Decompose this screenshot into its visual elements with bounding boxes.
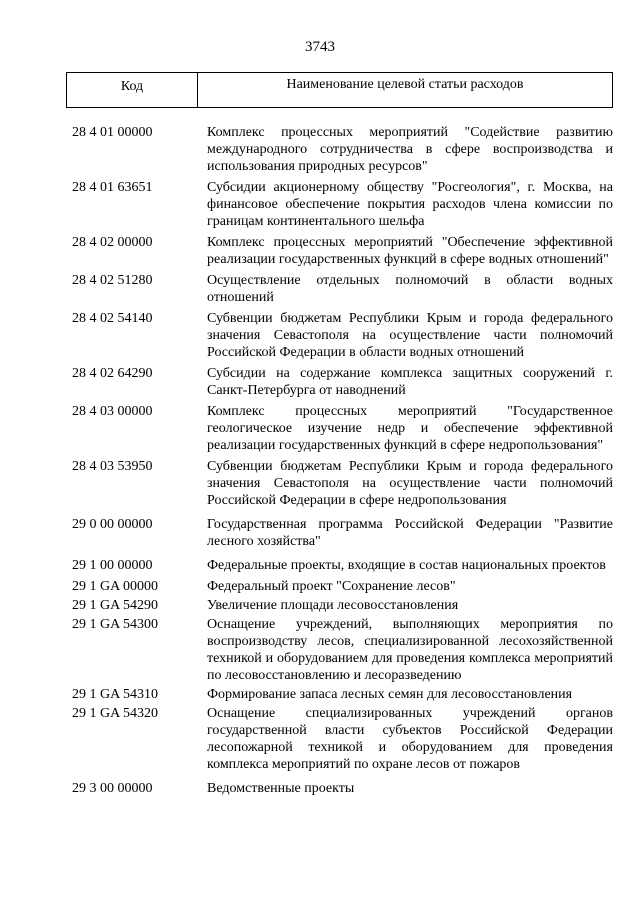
table-row [0, 557, 640, 574]
row-code: 28 4 02 51280 [72, 273, 153, 288]
row-code: 28 4 01 63651 [72, 180, 153, 195]
row-description: Оснащение специализированных учреждений органов государственной власти субъектов Российской Федерации лесопожарной техникой и оборудованием для проведения комплекса мероприятий по охране лесов от пожаров [207, 706, 613, 772]
table-row [0, 403, 640, 454]
row-description: Увеличение площади лесовосстановления [207, 598, 459, 613]
row-code: 29 1 GA 54290 [72, 598, 158, 613]
row-code: 28 4 02 64290 [72, 366, 153, 381]
row-description: Федеральный проект "Сохранение лесов" [207, 579, 456, 594]
table-row [0, 124, 640, 175]
row-description: Осуществление отдельных полномочий в области водных отношений [207, 273, 613, 305]
table-row [0, 616, 640, 684]
table-row [0, 686, 640, 703]
row-code: 29 1 GA 00000 [72, 579, 158, 594]
row-description: Субсидии на содержание комплекса защитных сооружений г. Санкт-Петербурга от наводнений [207, 366, 613, 398]
row-code: 29 0 00 00000 [72, 517, 153, 532]
row-code: 29 1 GA 54300 [72, 617, 158, 632]
row-description: Субсидии акционерному обществу "Росгеология", г. Москва, на финансовое обеспечение покрытия расходов члена комиссии по границам континентального шельфа [207, 180, 613, 229]
row-description: Государственная программа Российской Федерации "Развитие лесного хозяйства" [207, 517, 613, 549]
table-row [0, 516, 640, 550]
table-row [0, 365, 640, 399]
table-row [0, 310, 640, 361]
row-description: Оснащение учреждений, выполняющих мероприятия по воспроизводству лесов, специализированной лесохозяйственной техникой и оборудованием для проведения комплекса мероприятий по лесовосстановлению и лесоразведению [207, 617, 613, 683]
row-code: 28 4 03 00000 [72, 404, 153, 419]
row-description: Комплекс процессных мероприятий "Обеспечение эффективной реализации государственных функций в сфере водных отношений" [207, 235, 613, 267]
row-code: 28 4 02 54140 [72, 311, 153, 326]
row-description: Ведомственные проекты [207, 781, 355, 796]
row-code: 28 4 03 53950 [72, 459, 153, 474]
table-body [0, 124, 640, 799]
row-code: 28 4 01 00000 [72, 125, 153, 140]
header-name: Наименование целевой статьи расходов [286, 77, 524, 92]
row-description: Субвенции бюджетам Республики Крым и города федерального значения Севастополя на осуществление части полномочий Российской Федерации в области водных отношений [207, 311, 613, 360]
row-code: 28 4 02 00000 [72, 235, 153, 250]
row-code: 29 1 GA 54310 [72, 687, 158, 702]
table-row [0, 234, 640, 268]
table-row [0, 458, 640, 509]
table-row [0, 272, 640, 306]
table-row [0, 780, 640, 797]
row-description: Федеральные проекты, входящие в состав национальных проектов [207, 558, 606, 573]
row-description: Формирование запаса лесных семян для лесовосстановления [207, 687, 573, 702]
table-row [0, 578, 640, 595]
row-description: Комплекс процессных мероприятий "Содействие развитию международного сотрудничества в сфере воспроизводства и использования природных ресурсов" [207, 125, 613, 174]
row-description: Комплекс процессных мероприятий "Государственное геологическое изучение недр и обеспечение эффективной реализации государственных функций в сфере недропользования" [207, 404, 613, 453]
page-number: 3743 [305, 39, 335, 55]
row-code: 29 3 00 00000 [72, 781, 153, 796]
table-row [0, 597, 640, 614]
table-row [0, 705, 640, 773]
table-row [0, 179, 640, 230]
header-code: Код [67, 73, 198, 107]
row-code: 29 1 00 00000 [72, 558, 153, 573]
table-header [66, 72, 613, 108]
row-code: 29 1 GA 54320 [72, 706, 158, 721]
row-description: Субвенции бюджетам Республики Крым и города федерального значения Севастополя на осуществление части полномочий Российской Федерации в сфере недропользования [207, 459, 613, 508]
